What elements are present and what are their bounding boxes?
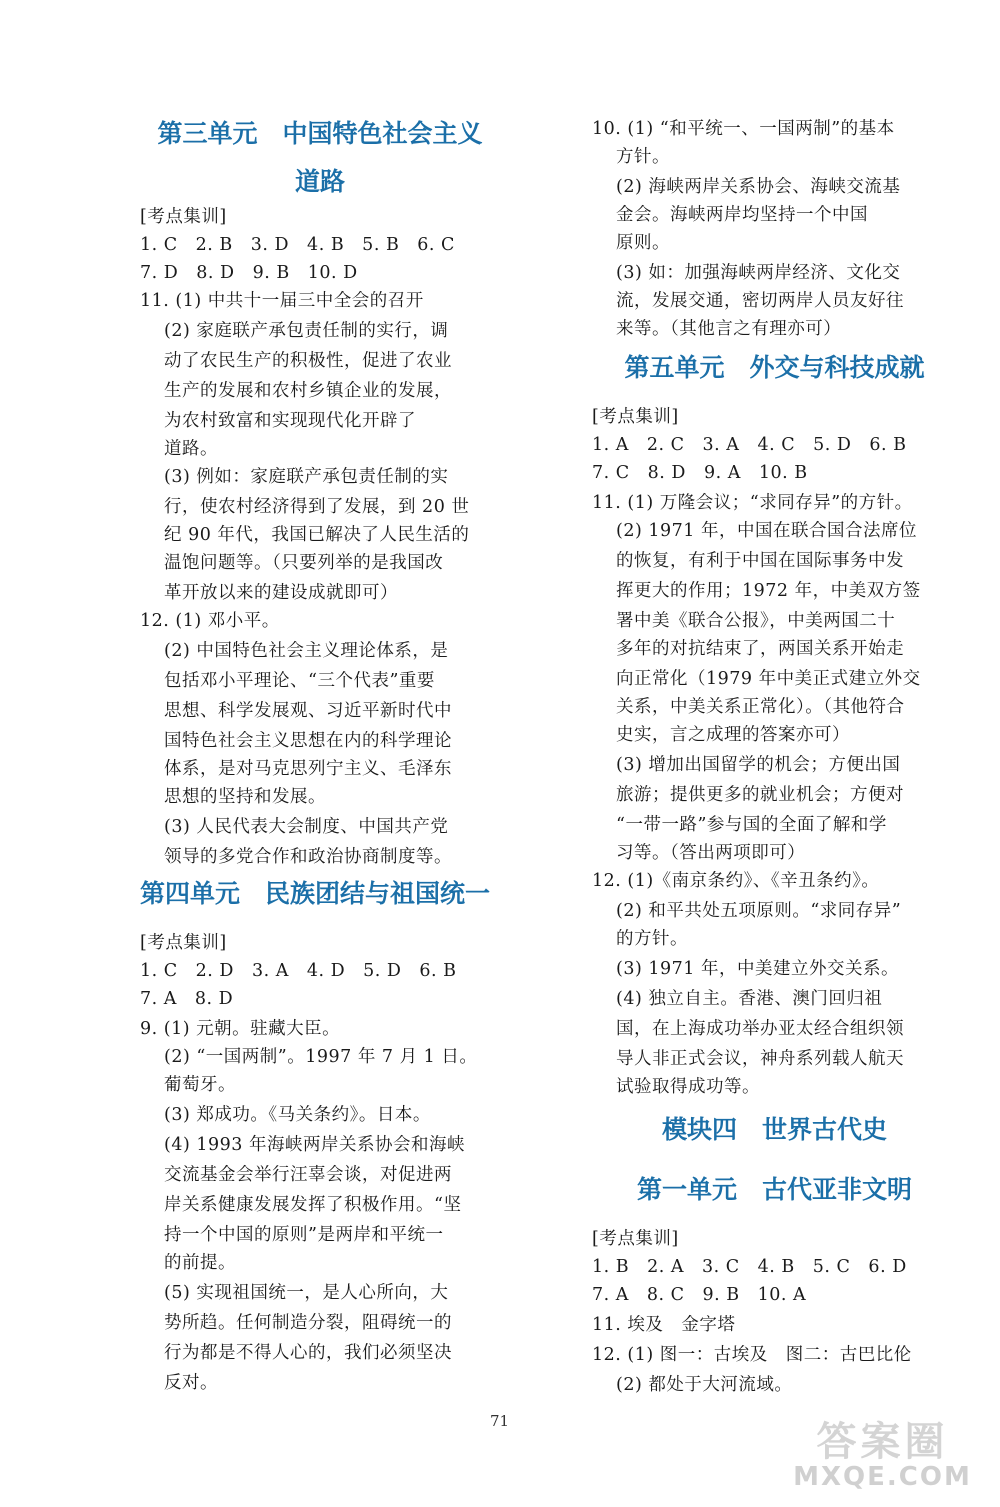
answer-line: (3) 例如：家庭联产承包责任制的实 bbox=[164, 467, 449, 487]
answer-line: 国，在上海成功举办亚太经合组织领 bbox=[616, 1019, 904, 1039]
answer-line: 流，发展交通，密切两岸人员友好往 bbox=[616, 291, 904, 311]
answer-line: 12. (1)《南京条约》、《辛丑条约》。 bbox=[592, 871, 880, 891]
answer-line: 行，使农村经济得到了发展，到 20 世 bbox=[164, 497, 470, 517]
answer-line: 反对。 bbox=[164, 1373, 218, 1393]
answer-line: 温饱问题等。（只要列举的是我国改 bbox=[164, 553, 444, 573]
answer-line: 多年的对抗结束了，两国关系开始走 bbox=[616, 639, 904, 659]
answer-line: 12. (1) 邓小平。 bbox=[140, 611, 280, 631]
watermark-url: MXQE.COM bbox=[793, 1462, 972, 1492]
answer-line: 7. A 8. D bbox=[140, 989, 234, 1009]
unit3-title-line1: 第三单元 中国特色社会主义 bbox=[157, 119, 483, 148]
answer-line: 旅游；提供更多的就业机会；方便对 bbox=[616, 785, 904, 805]
answer-line: 领导的多党合作和政治协商制度等。 bbox=[164, 847, 452, 867]
answer-line: (2) 和平共处五项原则。“求同存异” bbox=[616, 901, 902, 921]
answer-line: 署中美《联合公报》，中美两国二十 bbox=[616, 611, 896, 631]
unit1-title: 第一单元 古代亚非文明 bbox=[636, 1175, 912, 1204]
answer-line: 习等。（答出两项即可） bbox=[616, 843, 806, 863]
answer-line: (3) 郑成功。《马关条约》。日本。 bbox=[164, 1105, 431, 1125]
answer-line: 11. 埃及 金字塔 bbox=[592, 1315, 736, 1335]
answer-line: 岸关系健康发展发挥了积极作用。“坚 bbox=[164, 1195, 462, 1215]
answer-line: 7. C 8. D 9. A 10. B bbox=[592, 463, 808, 483]
answer-line: 交流基金会举行汪辜会谈，对促进两 bbox=[164, 1165, 452, 1185]
answer-line: 金会。海峡两岸均坚持一个中国 bbox=[616, 205, 868, 225]
answer-line: 革开放以来的建设成就即可） bbox=[164, 583, 398, 603]
answer-line: (2) 1971 年，中国在联合国合法席位 bbox=[616, 521, 917, 541]
answer-line: 势所趋。任何制造分裂，阻碍统一的 bbox=[164, 1313, 452, 1333]
answer-line: 原则。 bbox=[616, 233, 670, 253]
answer-line: (2) 海峡两岸关系协会、海峡交流基 bbox=[616, 177, 901, 197]
answer-line: 7. D 8. D 9. B 10. D bbox=[140, 263, 358, 283]
watermark-text: 答案圈 bbox=[816, 1419, 949, 1465]
answer-line: 试验取得成功等。 bbox=[616, 1077, 760, 1097]
answer-line: 11. (1) 中共十一届三中全会的召开 bbox=[140, 291, 424, 311]
answer-line: 向正常化（1979 年中美正式建立外交 bbox=[616, 669, 921, 689]
answer-line: 持一个中国的原则”是两岸和平统一 bbox=[164, 1225, 444, 1245]
unit3-section-label: [考点集训] bbox=[140, 207, 227, 227]
answer-line: 葡萄牙。 bbox=[164, 1075, 236, 1095]
answer-line: (2) 家庭联产承包责任制的实行，调 bbox=[164, 321, 449, 341]
unit3-title-line2: 道路 bbox=[294, 167, 345, 196]
answer-line: 关系，中美关系正常化）。（其他符合 bbox=[616, 697, 905, 717]
answer-line: 国特色社会主义思想在内的科学理论 bbox=[164, 731, 452, 751]
answer-line: 史实，言之成理的答案亦可） bbox=[616, 725, 850, 745]
answer-line: (4) 独立自主。香港、澳门回归祖 bbox=[616, 989, 883, 1009]
answer-line: 的前提。 bbox=[164, 1253, 236, 1273]
answer-line: 生产的发展和农村乡镇企业的发展， bbox=[164, 381, 452, 401]
unit4-title: 第四单元 民族团结与祖国统一 bbox=[140, 879, 491, 908]
watermark-logo bbox=[780, 1410, 985, 1500]
answer-line: (2) “一国两制”。1997 年 7 月 1 日。 bbox=[164, 1047, 478, 1067]
answer-line: 动了农民生产的积极性，促进了农业 bbox=[164, 351, 452, 371]
answer-line: 导人非正式会议，神舟系列载人航天 bbox=[616, 1049, 904, 1069]
answer-line: 的恢复，有利于中国在国际事务中发 bbox=[616, 551, 904, 571]
answer-line: (3) 增加出国留学的机会；方便出国 bbox=[616, 755, 901, 775]
answer-line: 纪 90 年代，我国已解决了人民生活的 bbox=[164, 525, 470, 545]
answer-line: (2) 都处于大河流域。 bbox=[616, 1375, 793, 1395]
answer-line: (3) 1971 年，中美建立外交关系。 bbox=[616, 959, 899, 979]
answer-line: “一带一路”参与国的全面了解和学 bbox=[616, 815, 887, 835]
answer-line: (2) 中国特色社会主义理论体系，是 bbox=[164, 641, 449, 661]
answer-line: 来等。（其他言之有理亦可） bbox=[616, 319, 842, 339]
answer-line: 思想的坚持和发展。 bbox=[164, 787, 326, 807]
unit4-section-label: [考点集训] bbox=[140, 933, 227, 953]
answer-line: 1. A 2. C 3. A 4. C 5. D 6. B bbox=[592, 435, 907, 455]
answer-line: 包括邓小平理论、“三个代表”重要 bbox=[164, 671, 435, 691]
answer-line: 的方针。 bbox=[616, 929, 688, 949]
answer-line: (3) 如：加强海峡两岸经济、文化交 bbox=[616, 263, 901, 283]
answer-line: 挥更大的作用；1972 年，中美双方签 bbox=[616, 581, 921, 601]
answer-line: 11. (1) 万隆会议；“求同存异”的方针。 bbox=[592, 493, 913, 513]
answer-line: (3) 人民代表大会制度、中国共产党 bbox=[164, 817, 449, 837]
unit5-title: 第五单元 外交与科技成就 bbox=[624, 353, 925, 382]
answer-line: 思想、科学发展观、习近平新时代中 bbox=[164, 701, 452, 721]
answer-line: 方针。 bbox=[616, 147, 670, 167]
answer-line: (4) 1993 年海峡两岸关系协会和海峡 bbox=[164, 1135, 465, 1155]
answer-line: 为农村致富和实现现代化开辟了 bbox=[164, 411, 416, 431]
answer-line: 9. (1) 元朝。驻藏大臣。 bbox=[140, 1019, 341, 1039]
answer-line: (5) 实现祖国统一，是人心所向，大 bbox=[164, 1283, 449, 1303]
page-number: 71 bbox=[490, 1412, 510, 1430]
answer-line: 道路。 bbox=[164, 439, 218, 459]
answer-line: 1. C 2. B 3. D 4. B 5. B 6. C bbox=[140, 235, 455, 255]
answer-line: 1. B 2. A 3. C 4. B 5. C 6. D bbox=[592, 1257, 907, 1277]
answer-line: 10. (1) “和平统一、一国两制”的基本 bbox=[592, 119, 895, 139]
answer-line: 1. C 2. D 3. A 4. D 5. D 6. B bbox=[140, 961, 457, 981]
answer-line: 12. (1) 图一：古埃及 图二：古巴比伦 bbox=[592, 1345, 912, 1365]
answer-line: 行为都是不得人心的，我们必须坚决 bbox=[164, 1343, 452, 1363]
module4-title: 模块四 世界古代史 bbox=[661, 1115, 887, 1144]
answer-line: 7. A 8. C 9. B 10. A bbox=[592, 1285, 807, 1305]
unit1-section-label: [考点集训] bbox=[592, 1229, 679, 1249]
unit5-section-label: [考点集训] bbox=[592, 407, 679, 427]
answer-line: 体系，是对马克思列宁主义、毛泽东 bbox=[164, 759, 452, 779]
